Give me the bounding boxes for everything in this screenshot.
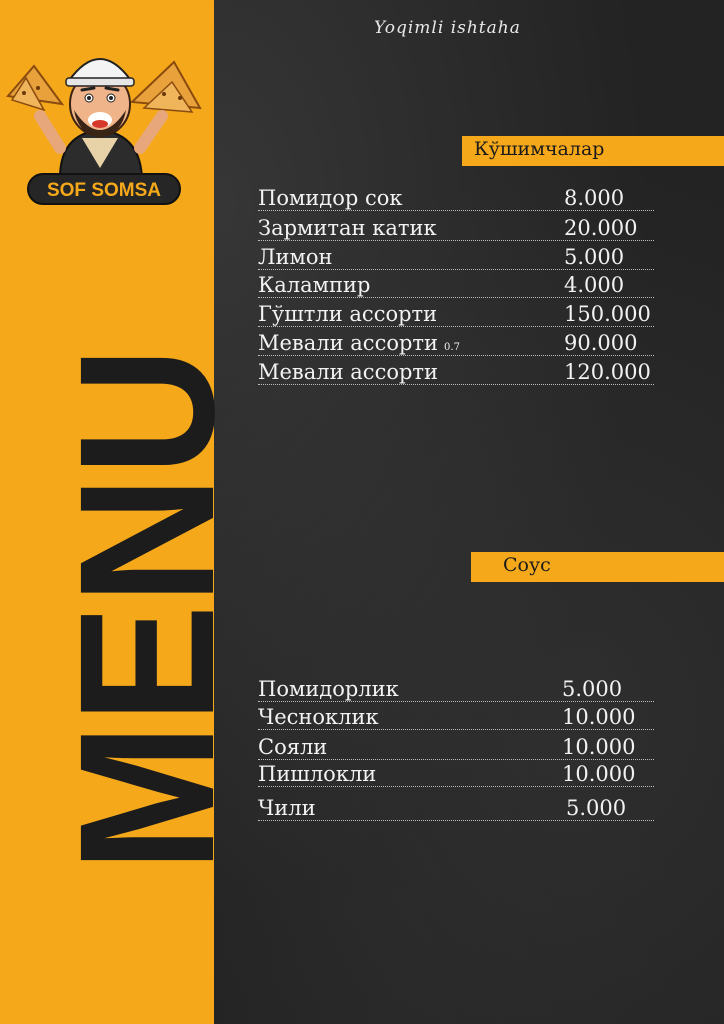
item-price: 5.000: [566, 796, 627, 820]
item-price: 120.000: [564, 360, 651, 384]
item-name: [258, 331, 460, 355]
menu-item-row: [258, 185, 654, 211]
item-volume-note: 0.7: [444, 342, 460, 353]
item-price: 5.000: [564, 245, 625, 269]
sof-somsa-logo: [4, 38, 204, 208]
item-name: Мевали ассорти: [258, 360, 439, 384]
menu-item-row: [258, 761, 654, 787]
menu-title-text: MENU: [39, 306, 254, 872]
item-price: 20.000: [564, 216, 638, 240]
item-price: 10.000: [562, 762, 636, 786]
menu-item-row: [258, 676, 654, 702]
item-price: 8.000: [564, 186, 625, 210]
item-name: Сояли: [258, 735, 328, 759]
item-name: Зармитан катик: [258, 216, 437, 240]
samsa-right-icon: [132, 62, 200, 112]
menu-item-row: [258, 244, 654, 270]
item-name: Пишлокли: [258, 762, 377, 786]
item-price: 90.000: [564, 331, 638, 355]
menu-item-row: [258, 359, 654, 385]
menu-item-row: [258, 734, 654, 760]
item-name: Гўштли ассорти: [258, 302, 438, 326]
menu-item-row: [258, 301, 654, 327]
menu-item-row: [258, 795, 654, 821]
menu-item-row: [258, 330, 654, 356]
item-price: 4.000: [564, 273, 625, 297]
section-header-additions: Кўшимчалар: [462, 136, 724, 166]
brand-name: SOF SOMSA: [46, 180, 162, 201]
menu-item-row: [258, 704, 654, 730]
item-name-text: Мевали ассорти: [258, 331, 439, 355]
samsa-left-icon: [8, 66, 62, 110]
item-name: Лимон: [258, 245, 333, 269]
item-price: 5.000: [562, 677, 623, 701]
item-price: 150.000: [564, 302, 651, 326]
item-name: Помидорлик: [258, 677, 399, 701]
menu-item-row: [258, 272, 654, 298]
item-name: Калампир: [258, 273, 371, 297]
tagline: Yoqimli ishtaha: [374, 18, 521, 38]
item-name: Помидор сок: [258, 186, 403, 210]
section-header-sauce: Соус: [471, 552, 724, 582]
item-name: Чили: [258, 796, 316, 820]
item-name: Чесноклик: [258, 705, 379, 729]
item-price: 10.000: [562, 735, 636, 759]
menu-item-row: [258, 215, 654, 241]
item-price: 10.000: [562, 705, 636, 729]
